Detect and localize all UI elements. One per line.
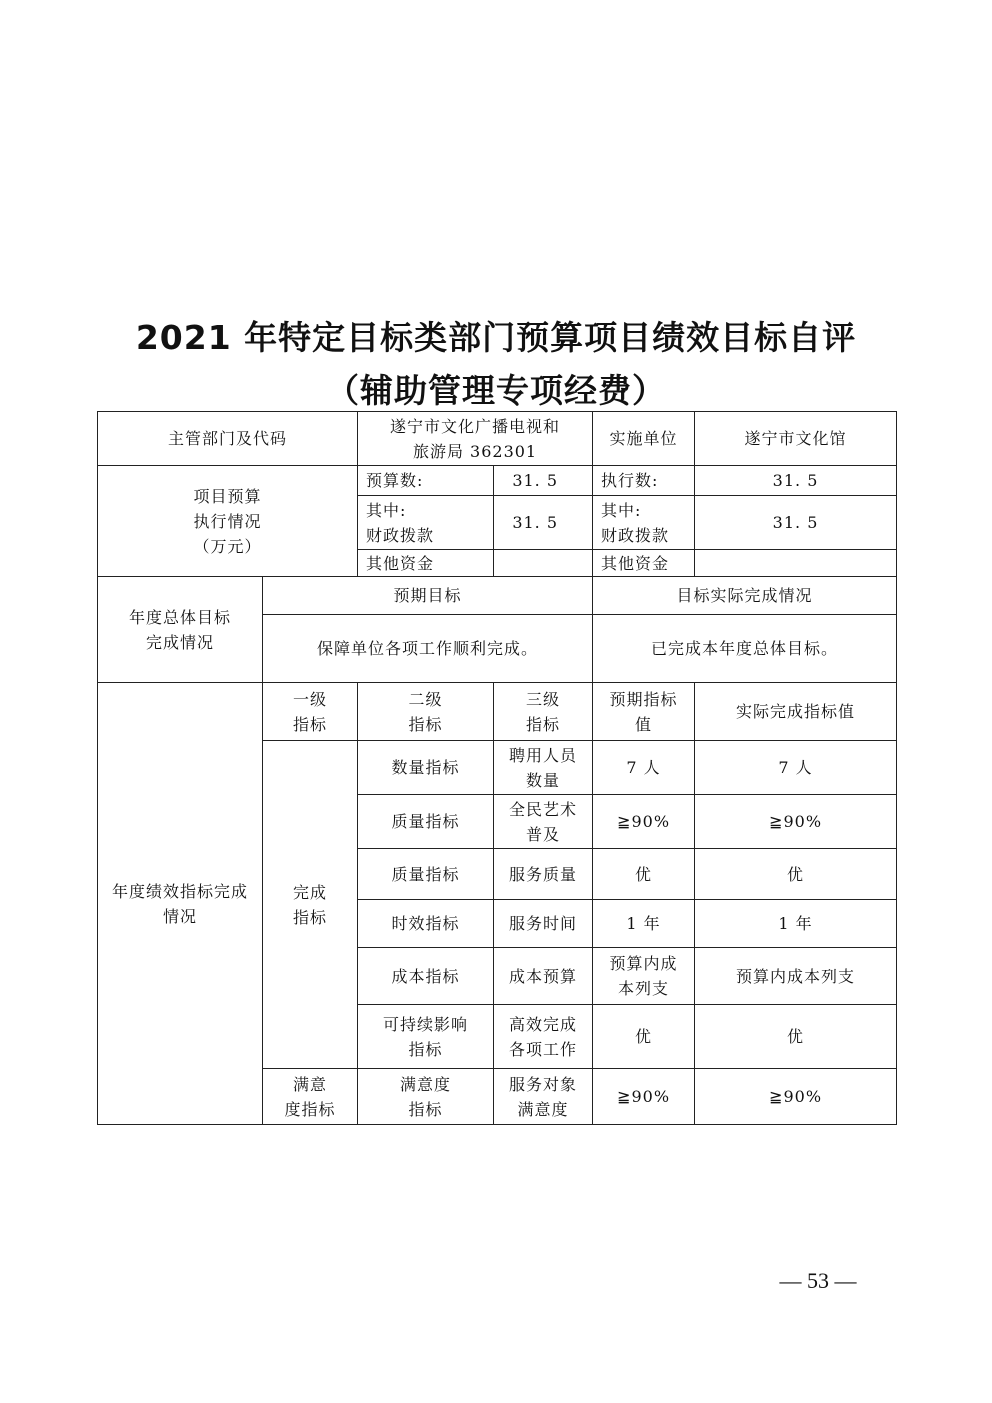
budget-count-label: 预算数: (358, 466, 494, 496)
fiscal-label: 财政拨款 (366, 525, 435, 545)
actual-cell: 预算内成本列支 (695, 948, 897, 1005)
level3-b: 普及 (526, 824, 561, 844)
level3-header-a: 三级 (526, 689, 561, 709)
overall-header-row (98, 577, 897, 615)
level2-header-b: 指标 (408, 714, 443, 734)
other-exec-value (695, 550, 897, 577)
expected-b: 本列支 (618, 979, 670, 998)
budget-count-value: 31. 5 (494, 466, 593, 496)
level2-header-a: 二级 (408, 689, 443, 709)
group1-b: 指标 (293, 907, 328, 927)
among-label-2: 其中: (601, 500, 642, 520)
satisfaction-l1-a: 满意 (293, 1074, 328, 1094)
actual-cell: 7 人 (695, 741, 897, 795)
overall-label (98, 577, 263, 683)
satisfaction-expected: ≧90% (593, 1069, 695, 1125)
level1-header (263, 683, 358, 741)
completion-indicator-group (263, 741, 358, 1069)
budget-label-line2: 执行情况 (193, 511, 262, 531)
satisfaction-l3-b: 满意度 (517, 1099, 569, 1119)
level3-cell: 成本预算 (494, 948, 593, 1005)
level3-cell (494, 1005, 593, 1069)
dept-value (358, 412, 593, 466)
expected-cell: 7 人 (593, 741, 695, 795)
indicators-label-line1: 年度绩效指标完成 (111, 881, 248, 901)
expected-cell: 优 (593, 849, 695, 900)
expected-cell: 1 年 (593, 900, 695, 948)
group1-a: 完成 (293, 882, 328, 902)
overall-label-line2: 完成情况 (145, 632, 214, 652)
title-line-2: （辅助管理专项经费） (326, 371, 666, 410)
other-exec-label: 其他资金 (593, 550, 695, 577)
actual-goal-header: 目标实际完成情况 (593, 577, 897, 615)
level3-a: 高效完成 (509, 1014, 578, 1034)
level2-cell: 数量指标 (358, 741, 494, 795)
level2-b: 指标 (408, 1039, 443, 1059)
level3-b: 数量 (526, 770, 561, 790)
expected-cell (593, 948, 695, 1005)
level3-a: 全民艺术 (509, 799, 578, 819)
fiscal-exec-value: 31. 5 (695, 496, 897, 550)
satisfaction-level1 (263, 1069, 358, 1125)
budget-label-line3: （万元） (193, 536, 262, 556)
satisfaction-l2-a: 满意度 (400, 1074, 452, 1094)
level2-cell: 成本指标 (358, 948, 494, 1005)
actual-cell: 优 (695, 1005, 897, 1069)
satisfaction-level3 (494, 1069, 593, 1125)
actual-cell: ≧90% (695, 795, 897, 849)
other-budget-label: 其他资金 (358, 550, 494, 577)
level3-header (494, 683, 593, 741)
expected-header-b: 值 (635, 714, 653, 734)
level2-cell: 质量指标 (358, 849, 494, 900)
impl-label: 实施单位 (593, 412, 695, 466)
expected-cell: ≧90% (593, 795, 695, 849)
actual-cell: 1 年 (695, 900, 897, 948)
budget-row (98, 466, 897, 496)
level3-cell (494, 741, 593, 795)
fiscal-budget-label (358, 496, 494, 550)
expected-cell: 优 (593, 1005, 695, 1069)
dept-label: 主管部门及代码 (98, 412, 358, 466)
level3-cell (494, 795, 593, 849)
dept-value-line1: 遂宁市文化广播电视和 (390, 416, 561, 436)
dept-row (98, 412, 897, 466)
actual-cell: 优 (695, 849, 897, 900)
level2-cell (358, 1005, 494, 1069)
level3-header-b: 指标 (526, 714, 561, 734)
level2-header (358, 683, 494, 741)
level1-header-b: 指标 (293, 714, 328, 734)
expected-goal-text: 保障单位各项工作顺利完成。 (263, 615, 593, 683)
satisfaction-l2-b: 指标 (408, 1099, 443, 1119)
impl-value: 遂宁市文化馆 (695, 412, 897, 466)
level2-a: 可持续影响 (383, 1014, 469, 1034)
exec-count-value: 31. 5 (695, 466, 897, 496)
exec-count-label: 执行数: (593, 466, 695, 496)
satisfaction-level2 (358, 1069, 494, 1125)
level1-header-a: 一级 (293, 689, 328, 709)
level3-b: 各项工作 (509, 1039, 578, 1059)
expected-value-header (593, 683, 695, 741)
level2-cell: 质量指标 (358, 795, 494, 849)
page-number: — 53 — (779, 1268, 857, 1293)
budget-label-line1: 项目预算 (193, 486, 262, 506)
expected-goal-header: 预期目标 (263, 577, 593, 615)
satisfaction-actual: ≧90% (695, 1069, 897, 1125)
dept-value-line2: 旅游局 362301 (412, 441, 538, 461)
evaluation-table (97, 411, 897, 1125)
fiscal-budget-value: 31. 5 (494, 496, 593, 550)
other-budget-value (494, 550, 593, 577)
overall-label-line1: 年度总体目标 (128, 607, 231, 627)
satisfaction-l1-b: 度指标 (284, 1099, 336, 1119)
expected-header-a: 预期指标 (609, 689, 678, 709)
satisfaction-l3-a: 服务对象 (509, 1074, 578, 1094)
among-label: 其中: (366, 500, 407, 520)
budget-label (98, 466, 358, 577)
level3-cell: 服务时间 (494, 900, 593, 948)
fiscal-label-2: 财政拨款 (601, 525, 670, 545)
level2-cell: 时效指标 (358, 900, 494, 948)
indicators-label-line2: 情况 (162, 906, 197, 926)
level3-a: 聘用人员 (509, 745, 578, 765)
expected-a: 预算内成 (609, 954, 678, 973)
title-line-1: 2021 年特定目标类部门预算项目绩效目标自评 (135, 318, 857, 357)
indicators-label (98, 683, 263, 1125)
indicator-header-row (98, 683, 897, 741)
level3-cell: 服务质量 (494, 849, 593, 900)
actual-goal-text: 已完成本年度总体目标。 (593, 615, 897, 683)
actual-value-header: 实际完成指标值 (695, 683, 897, 741)
fiscal-exec-label (593, 496, 695, 550)
